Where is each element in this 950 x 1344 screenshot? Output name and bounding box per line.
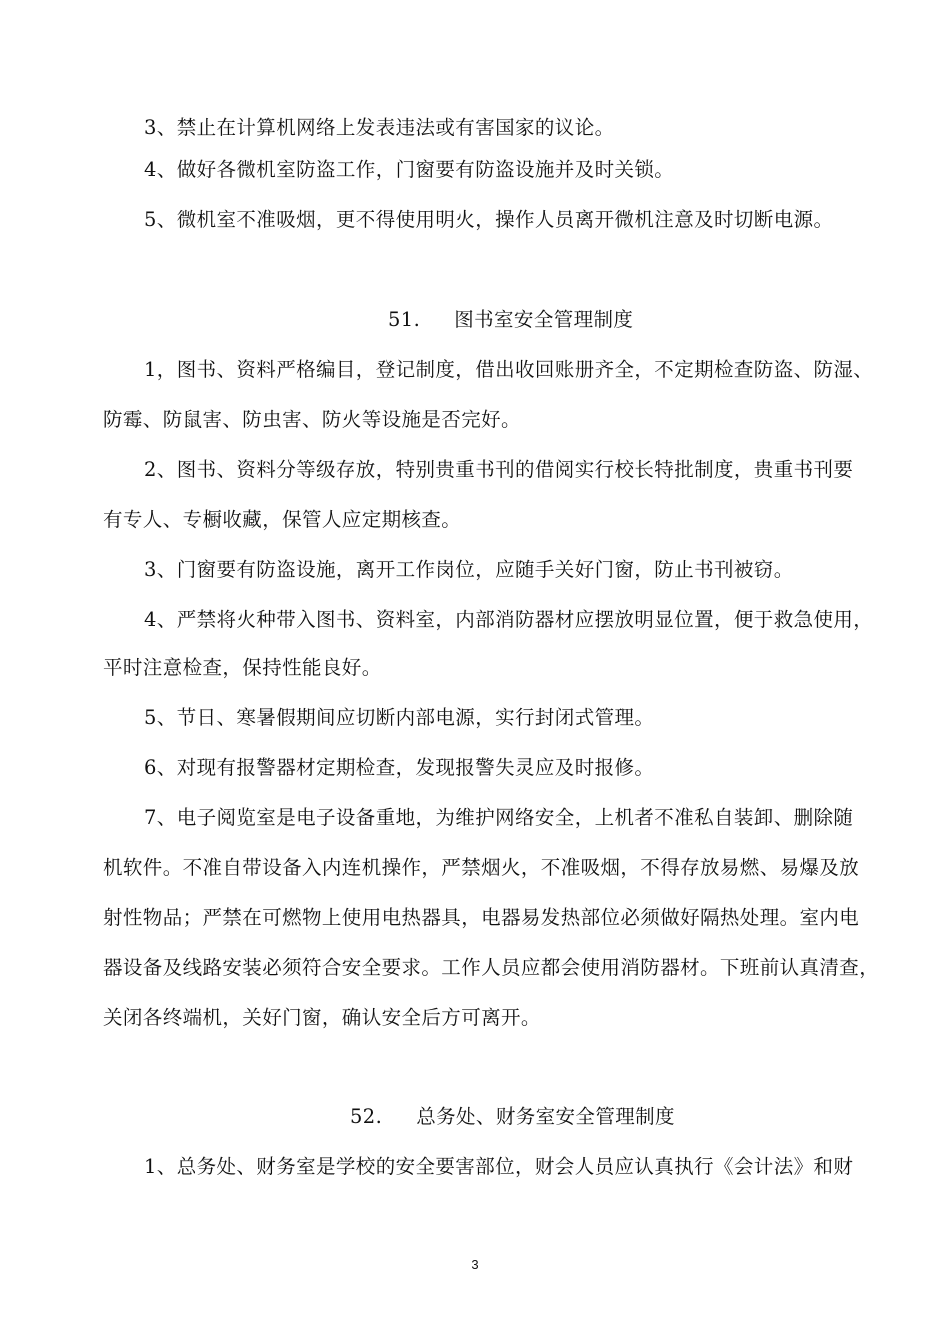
paragraph-line: 射性物品；严禁在可燃物上使用电热器具，电器易发热部位必须做好隔热处理。室内电 — [103, 906, 860, 929]
paragraph-line: 1、总务处、财务室是学校的安全要害部位，财会人员应认真执行《会计法》和财 — [144, 1155, 854, 1178]
paragraph-line: 4、做好各微机室防盗工作，门窗要有防盗设施并及时关锁。 — [144, 158, 675, 181]
paragraph-line: 3、禁止在计算机网络上发表违法或有害国家的议论。 — [144, 116, 615, 139]
paragraph-line: 器设备及线路安装必须符合安全要求。工作人员应都会使用消防器材。下班前认真清查， — [103, 956, 880, 979]
section-title: 图书室安全管理制度 — [454, 308, 634, 331]
section-number: 52. — [350, 1105, 383, 1128]
paragraph-line: 5、节日、寒暑假期间应切断内部电源，实行封闭式管理。 — [144, 706, 655, 729]
paragraph-line: 1，图书、资料严格编目，登记制度，借出收回账册齐全，不定期检查防盗、防湿、 — [144, 358, 874, 381]
section-heading — [388, 307, 633, 333]
paragraph-line: 3、门窗要有防盗设施，离开工作岗位，应随手关好门窗，防止书刊被窃。 — [144, 558, 794, 581]
paragraph-line: 有专人、专橱收藏，保管人应定期核查。 — [103, 508, 462, 531]
paragraph-line: 2、图书、资料分等级存放，特别贵重书刊的借阅实行校长特批制度，贵重书刊要 — [144, 458, 854, 481]
paragraph-line: 5、微机室不准吸烟，更不得使用明火，操作人员离开微机注意及时切断电源。 — [144, 208, 834, 231]
paragraph-line: 机软件。不准自带设备入内连机操作，严禁烟火，不准吸烟，不得存放易燃、易爆及放 — [103, 856, 860, 879]
section-title: 总务处、财务室安全管理制度 — [416, 1105, 675, 1128]
paragraph-line: 6、对现有报警器材定期检查，发现报警失灵应及时报修。 — [144, 756, 655, 779]
paragraph-line: 关闭各终端机，关好门窗，确认安全后方可离开。 — [103, 1006, 541, 1029]
paragraph-line: 7、电子阅览室是电子设备重地，为维护网络安全，上机者不准私自装卸、删除随 — [144, 806, 854, 829]
paragraph-line: 4、严禁将火种带入图书、资料室，内部消防器材应摆放明显位置，便于救急使用， — [144, 608, 874, 631]
section-heading — [350, 1104, 675, 1130]
page-number: 3 — [471, 1257, 479, 1272]
paragraph-line: 平时注意检查，保持性能良好。 — [103, 656, 382, 679]
paragraph-line: 防霉、防鼠害、防虫害、防火等设施是否完好。 — [103, 408, 521, 431]
section-number: 51. — [388, 308, 421, 331]
